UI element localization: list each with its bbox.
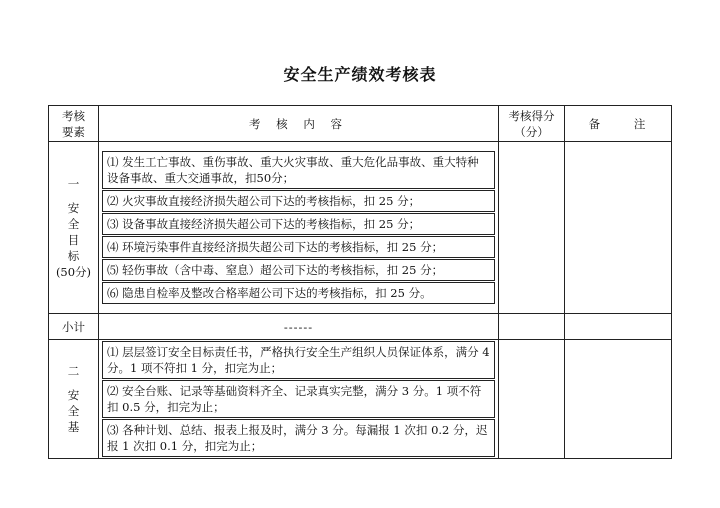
subtotal-row	[49, 314, 672, 340]
list-item: ⑵ 安全台账、记录等基础资料齐全、记录真实完整，满分 3 分。1 项不符扣 0.5 分，扣完为止；	[102, 380, 495, 418]
list-item: ⑹ 隐患自检率及整改合格率超公司下达的考核指标，扣 25 分。	[102, 282, 495, 304]
table-header-row	[49, 106, 672, 142]
list-item: ⑸ 轻伤事故（含中毒、窒息）超公司下达的考核指标，扣 25 分；	[102, 259, 495, 281]
section2-label: 二 安 全 基	[49, 340, 99, 459]
subtotal-remark-cell[interactable]	[565, 314, 672, 340]
section2-score-cell[interactable]	[499, 340, 565, 459]
header-content: 考 核 内 容	[99, 106, 499, 142]
page-title: 安全生产绩效考核表	[283, 65, 437, 84]
list-item: ⑷ 环境污染事件直接经济损失超公司下达的考核指标，扣 25 分；	[102, 236, 495, 258]
header-element: 考核 要素	[49, 106, 99, 142]
subtotal-label: 小计	[49, 314, 99, 340]
section1-remark-cell[interactable]	[565, 142, 672, 314]
header-score: 考核得分 （分）	[499, 106, 565, 142]
section-safety-target	[49, 142, 672, 314]
list-item: ⑶ 各种计划、总结、报表上报及时，满分 3 分。每漏报 1 次扣 0.2 分，迟报 1 次扣 0.1 分，扣完为止；	[102, 419, 495, 457]
section1-score-cell[interactable]	[499, 142, 565, 314]
assessment-table	[48, 105, 672, 459]
section1-label: 一 安 全 目 标 (50分)	[49, 142, 99, 314]
subtotal-score-cell[interactable]	[499, 314, 565, 340]
section-safety-basics	[49, 340, 672, 459]
list-item: ⑵ 火灾事故直接经济损失超公司下达的考核指标，扣 25 分；	[102, 190, 495, 212]
header-remark: 备 注	[565, 106, 672, 142]
section2-remark-cell[interactable]	[565, 340, 672, 459]
section1-content	[99, 142, 499, 314]
subtotal-content: ------	[99, 314, 499, 340]
list-item: ⑶ 设备事故直接经济损失超公司下达的考核指标，扣 25 分；	[102, 213, 495, 235]
list-item: ⑴ 发生工亡事故、重伤事故、重大火灾事故、重大危化品事故、重大特种设备事故、重大交通事故，扣50分；	[102, 151, 495, 189]
list-item: ⑴ 层层签订安全目标责任书，严格执行安全生产组织人员保证体系，满分 4 分。1 项不符扣 1 分，扣完为止；	[102, 341, 495, 379]
section2-content	[99, 340, 499, 459]
